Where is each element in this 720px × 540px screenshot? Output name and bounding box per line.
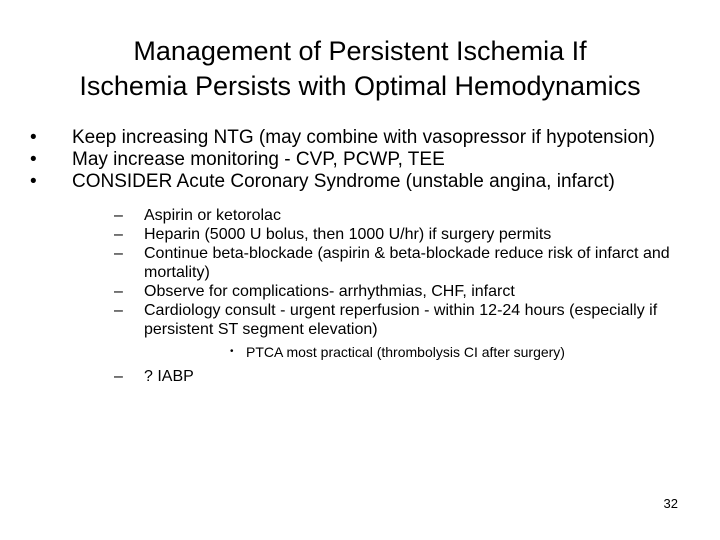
bullet-text: May increase monitoring - CVP, PCWP, TEE — [72, 149, 445, 170]
bullet-text: CONSIDER Acute Coronary Syndrome (unstable angina, infarct) — [72, 171, 615, 192]
sub-bullet-text: Heparin (5000 U bolus, then 1000 U/hr) if surgery permits — [144, 226, 552, 243]
dash-mark: – — [114, 207, 123, 224]
dash-mark: – — [114, 368, 123, 385]
sub-bullet-list — [72, 206, 690, 386]
bullet-mark: • — [30, 127, 37, 148]
sub-sub-bullet-list — [144, 343, 690, 361]
dash-mark: – — [114, 226, 123, 243]
sub-sub-bullet-ptca — [144, 343, 690, 361]
title-line-2: Ischemia Persists with Optimal Hemodynamics — [79, 71, 641, 101]
page-number: 32 — [663, 496, 678, 511]
bullet-item-ntg — [30, 127, 690, 149]
sub-bullet-iabp — [72, 367, 690, 386]
sub-bullet-aspirin — [72, 206, 690, 225]
bullet-item-acs — [30, 171, 690, 386]
bullet-list — [30, 127, 690, 386]
sub-bullet-text: Observe for complications- arrhythmias, CHF, infarct — [144, 283, 515, 300]
slide-title — [20, 34, 700, 104]
sub-bullet-text: Cardiology consult - urgent reperfusion - within 12-24 hours (especially if persistent ST segment elevation) — [144, 302, 658, 338]
dash-mark: – — [114, 245, 123, 262]
bullet-text: Keep increasing NTG (may combine with vasopressor if hypotension) — [72, 127, 655, 148]
dash-mark: – — [114, 302, 123, 319]
sub-bullet-text: ? IABP — [144, 368, 194, 385]
sub-sub-bullet-text: PTCA most practical (thrombolysis CI after surgery) — [246, 344, 565, 360]
sub-bullet-text: Aspirin or ketorolac — [144, 207, 281, 224]
sub-bullet-text: Continue beta-blockade (aspirin & beta-blockade reduce risk of infarct and mortality) — [144, 245, 670, 281]
bullet-item-monitoring — [30, 149, 690, 171]
sub-bullet-heparin — [72, 225, 690, 244]
bullet-mark: • — [30, 149, 37, 170]
sub-bullet-complications — [72, 282, 690, 301]
bullet-mark: • — [230, 346, 234, 357]
dash-mark: – — [114, 283, 123, 300]
sub-bullet-beta-blockade — [72, 244, 690, 282]
sub-bullet-cardiology-consult — [72, 301, 690, 361]
bullet-mark: • — [30, 171, 37, 192]
title-line-1: Management of Persistent Ischemia If — [133, 36, 587, 66]
